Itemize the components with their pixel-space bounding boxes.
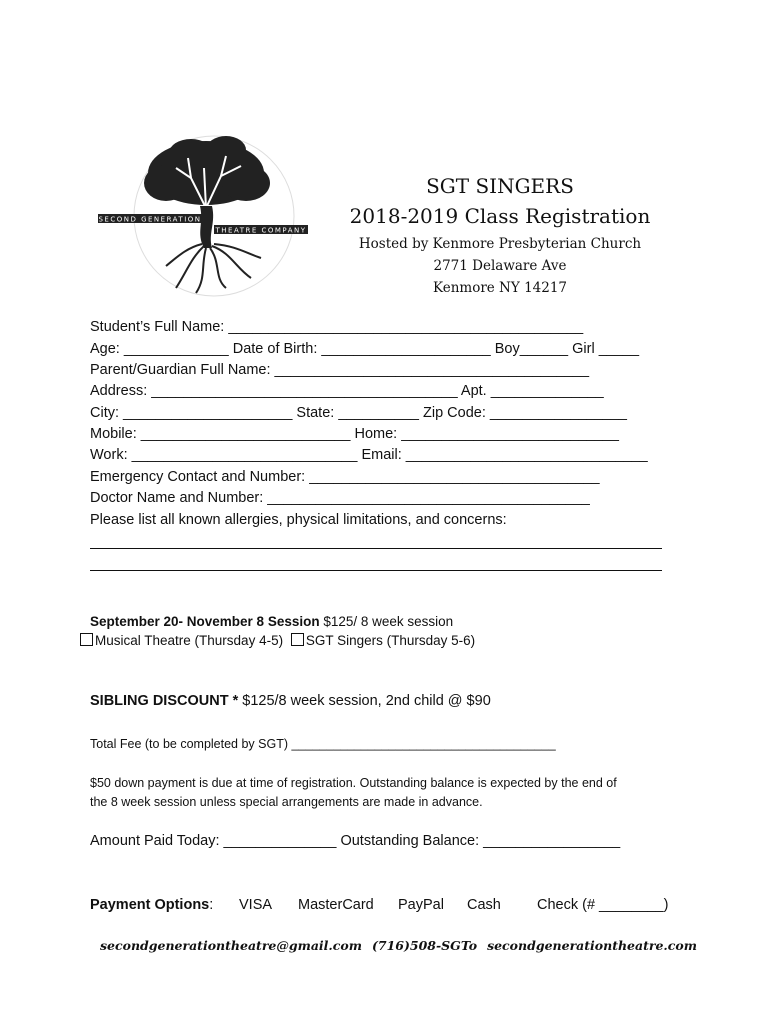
- musical-theatre-option[interactable]: [80, 633, 283, 648]
- allergies-line-1[interactable]: [90, 548, 662, 549]
- session-title: September 20- November 8 Session: [90, 614, 320, 629]
- city-state-zip-field[interactable]: City: _____________________ State: __________ Zip Code: _________________: [90, 405, 627, 421]
- page-subtitle: 2018-2019 Class Registration: [349, 204, 651, 228]
- student-name-field[interactable]: Student’s Full Name: ____________________________________________: [90, 319, 584, 335]
- footer-phone: (716)508-SGTo: [371, 938, 478, 953]
- address-field[interactable]: Address: ______________________________________ Apt. ______________: [90, 383, 604, 399]
- street-line: 2771 Delaware Ave: [433, 258, 567, 274]
- amount-paid-field[interactable]: Amount Paid Today: ______________ Outstanding Balance: _________________: [90, 833, 621, 849]
- footer-email: secondgenerationtheatre@gmail.com: [100, 938, 362, 953]
- parent-name-field[interactable]: Parent/Guardian Full Name: _______________________________________: [90, 362, 590, 378]
- session-line: [90, 614, 453, 629]
- discount-detail: $125/8 week session, 2nd child @ $90: [238, 693, 491, 709]
- footer-contact: [100, 938, 697, 953]
- payment-options-title: Payment Options: [90, 897, 210, 913]
- allergies-line-2[interactable]: [90, 570, 662, 571]
- sgt-singers-label: SGT Singers (Thursday 5-6): [305, 633, 476, 648]
- city-line: Kenmore NY 14217: [432, 280, 568, 296]
- footer-website: secondgenerationtheatre.com: [487, 938, 697, 953]
- logo-right-text: THEATRE COMPANY: [215, 226, 307, 235]
- doctor-field[interactable]: Doctor Name and Number: ________________________________________: [90, 490, 590, 506]
- down-payment-note-2: the 8 week session unless special arrangements are made in advance.: [90, 795, 483, 809]
- allergies-label: Please list all known allergies, physical limitations, and concerns:: [90, 512, 507, 528]
- tree-logo-icon: [96, 128, 314, 298]
- session-options: [80, 633, 475, 648]
- host-line: Hosted by Kenmore Presbyterian Church: [358, 236, 642, 252]
- sibling-discount: [90, 693, 491, 709]
- payment-options-label: [90, 897, 213, 913]
- page-title: SGT SINGERS: [426, 174, 574, 198]
- down-payment-note-1: $50 down payment is due at time of registration. Outstanding balance is expected by the end of: [90, 776, 617, 790]
- total-fee-field: Total Fee (to be completed by SGT) ______________________________________: [90, 737, 556, 751]
- discount-title: SIBLING DISCOUNT *: [90, 693, 239, 709]
- session-price: $125/ 8 week session: [319, 614, 454, 629]
- emergency-contact-field[interactable]: Emergency Contact and Number: ____________________________________: [90, 469, 600, 485]
- age-dob-gender-field[interactable]: Age: _____________ Date of Birth: _____________________ Boy______ Girl _____: [90, 341, 640, 357]
- payment-mastercard[interactable]: MasterCard: [298, 897, 374, 913]
- payment-visa[interactable]: VISA: [239, 897, 273, 913]
- musical-theatre-label: Musical Theatre (Thursday 4-5): [95, 633, 284, 648]
- payment-check[interactable]: Check (# ________): [537, 897, 669, 913]
- payment-cash[interactable]: Cash: [467, 897, 501, 913]
- mobile-home-field[interactable]: Mobile: __________________________ Home: ___________________________: [90, 426, 619, 442]
- work-email-field[interactable]: Work: ____________________________ Email: ______________________________: [90, 447, 648, 463]
- payment-options-colon: :: [209, 897, 214, 913]
- sgt-singers-checkbox[interactable]: [291, 633, 304, 646]
- logo-left-text: SECOND GENERATION: [98, 215, 202, 224]
- musical-theatre-checkbox[interactable]: [80, 633, 93, 646]
- payment-paypal[interactable]: PayPal: [398, 897, 444, 913]
- sgt-singers-option[interactable]: [291, 633, 475, 648]
